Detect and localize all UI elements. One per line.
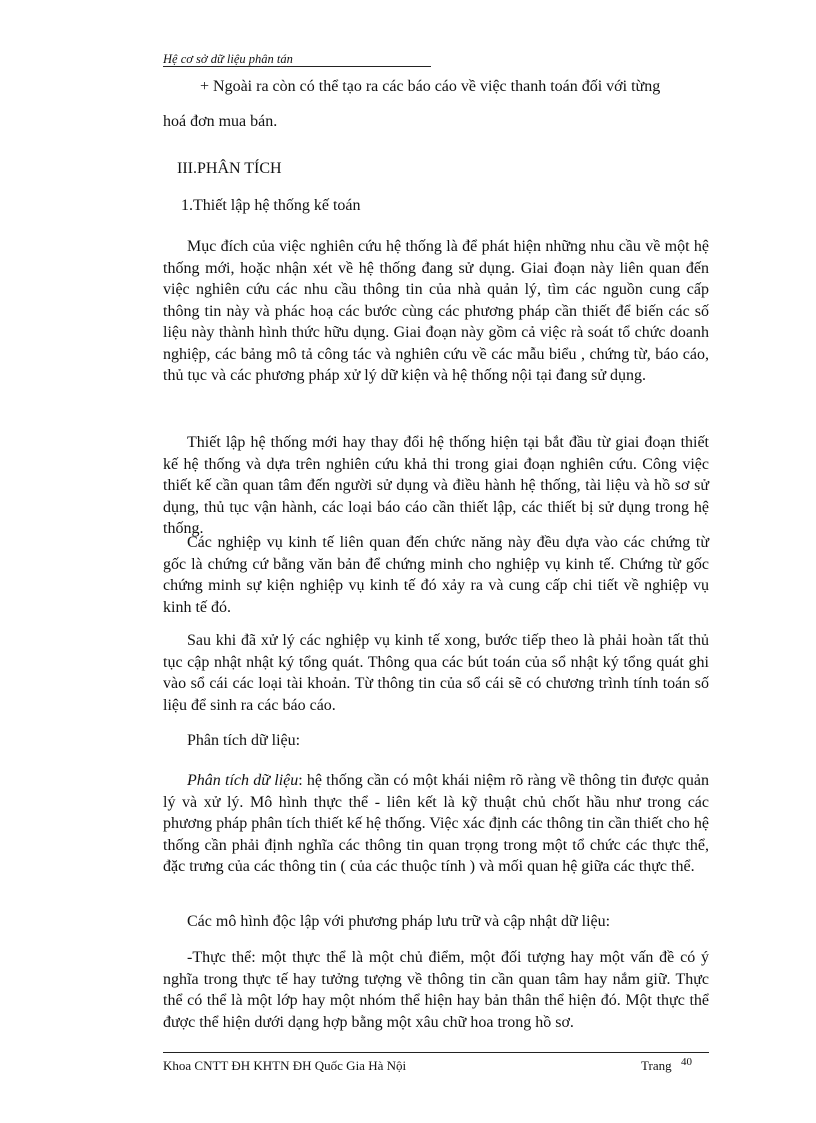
sub-heading: 1.Thiết lập hệ thống kế toán: [181, 197, 361, 214]
term-data-analysis: Phân tích dữ liệu: [187, 772, 299, 789]
paragraph-entity: -Thực thể: một thực thể là một chủ điểm, một đối tượng hay một vấn đề có ý nghĩa trong thực tế hay tưởng tượng về thông tin cần quan tâm hay nắm giữ. Thực thể có thể là một lớp hay một nhóm thể hiện hay bản thân thể hiện đó. Một thực thể được thể hiện dưới dạng hợp bằng một xâu chữ hoa trong hồ sơ.: [163, 949, 709, 1031]
intro-line-1: + Ngoài ra còn có thể tạo ra các báo cáo về việc thanh toán đối với từng: [200, 78, 661, 95]
paragraph-data-analysis-title: Phân tích dữ liệu:: [187, 732, 301, 749]
paragraph-purpose: Mục đích của việc nghiên cứu hệ thống là để phát hiện những nhu cầu về một hệ thống mới, hoặc nhận xét về hệ thống đang sử dụng. Giai đoạn này liên quan đến việc nghiên cứu các nhu cầu thông tin của nhà quản lý, tìm các nguồn cung cấp thông tin này và phác hoạ các bước cùng các phương pháp cần thiết để biến các số liệu này thành hình thức hữu dụng. Giai đoạn này gồm cả việc rà soát tổ chức doanh nghiệp, các bảng mô tả công tác và nghiên cứu về các mẫu biểu , chứng từ, báo cáo, thủ tục và các phương pháp xử lý dữ kiện và hệ thống nội tại đang sử dụng.: [163, 238, 709, 384]
paragraph-models: Các mô hình độc lập với phương pháp lưu trữ và cập nhật dữ liệu:: [187, 913, 611, 930]
running-header: Hệ cơ sở dữ liệu phân tán: [163, 52, 293, 66]
paragraph-new-system: Thiết lập hệ thống mới hay thay đổi hệ thống hiện tại bắt đầu từ giai đoạn thiết kế hệ thống và dựa trên nghiên cứu khả thi trong giai đoạn nghiên cứu. Công việc thiết kế cần quan tâm đến người sử dụng và điều hành hệ thống, tài liệu và hồ sơ sử dụng, thủ tục vận hành, các loại báo cáo cần thiết lập, các thiết bị sử dụng trong hệ thống.: [163, 434, 709, 537]
paragraph-journal: Sau khi đã xử lý các nghiệp vụ kinh tế xong, bước tiếp theo là phải hoàn tất thủ tục cập nhật nhật ký tổng quát. Thông qua các bút toán của sổ nhật ký tổng quát ghi vào sổ cái các loại tài khoản. Từ thông tin của sổ cái sẽ có chương trình tính toán số liệu để sinh ra các báo cáo.: [163, 632, 709, 714]
section-heading: III.PHÂN TÍCH: [177, 160, 282, 177]
page-number: 40: [681, 1056, 692, 1068]
footer-institution: Khoa CNTT ĐH KHTN ĐH Quốc Gia Hà Nội: [163, 1058, 407, 1073]
intro-line-2: hoá đơn mua bán.: [163, 113, 278, 130]
footer-page-label: Trang: [641, 1058, 672, 1073]
paragraph-data-analysis: [163, 770, 709, 878]
paragraph-vouchers: Các nghiệp vụ kinh tế liên quan đến chức năng này đều dựa vào các chứng từ gốc là chứng cứ bằng văn bản để chứng minh cho nghiệp vụ kinh tế. Chứng từ gốc chứng minh sự kiện nghiệp vụ kinh tế đó xảy ra và cung cấp chi tiết về nghiệp vụ kinh tế đó.: [163, 534, 709, 616]
data-analysis-text: : hệ thống cần có một khái niệm rõ ràng về thông tin được quản lý và xử lý. Mô hình thực thể - liên kết là kỹ thuật chủ chốt hầu như trong các phương pháp phân tích thiết kế hệ thống. Việc xác định các thông tin cần thiết cho hệ thống cần phải định nghĩa các thông tin quan trọng trong một tổ chức các thực thể, đặc trưng của các thông tin ( của các thuộc tính ) và mối quan hệ giữa các thực thể.: [163, 772, 709, 875]
header-rule: [163, 66, 431, 67]
footer-rule: [163, 1052, 709, 1053]
